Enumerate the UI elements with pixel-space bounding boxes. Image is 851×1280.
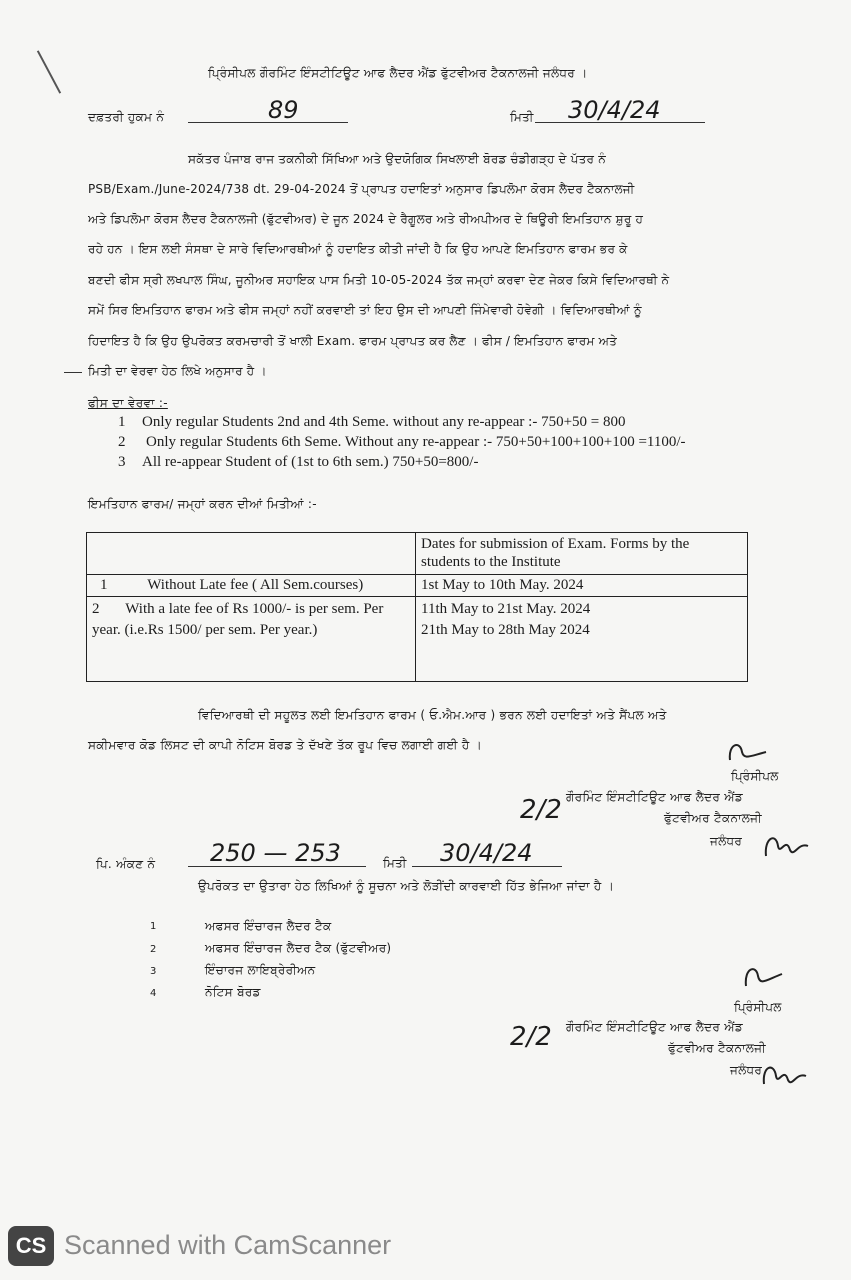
letter-date: 30/4/24 [568, 96, 661, 124]
body-line: ਸਕੱਤਰ ਪੰਜਾਬ ਰਾਜ ਤਕਨੀਕੀ ਸਿੱਖਿਆ ਅਤੇ ਉਦਯੋਗਿਕ ਸਿਖਲਾਈ ਬੋਰਡ ਚੰਡੀਗੜ੍ਹ ਦੇ ਪੱਤਰ ਨੰ [188, 152, 606, 166]
fee-heading: ਫੀਸ ਦਾ ਵੇਰਵਾ :- [88, 396, 168, 410]
signatory-title: ਪ੍ਰਿੰਸੀਪਲ [731, 769, 779, 783]
handwritten-fraction: 2/2 [520, 795, 562, 825]
recipient: ਨੋਟਿਸ ਬੋਰਡ [205, 985, 261, 999]
date-label: ਮਿਤੀ [510, 110, 534, 124]
endorsement-number: 250 — 253 [210, 839, 341, 867]
recipient-number: 2 [150, 944, 157, 955]
signature-initials [760, 828, 812, 864]
handwritten-fraction: 2/2 [510, 1022, 552, 1052]
endorsement-label: ਪਿ. ਅੰਕਣ ਨੰ [96, 857, 156, 871]
body-line: ਮਿਤੀ ਦਾ ਵੇਰਵਾ ਹੇਠ ਲਿਖੇ ਅਨੁਸਾਰ ਹੈ । [88, 364, 267, 378]
body-line: ਸਮੇਂ ਸਿਰ ਇਮਤਿਹਾਨ ਫਾਰਮ ਅਤੇ ਫੀਸ ਜਮ੍ਹਾਂ ਨਹੀਂ ਕਰਵਾਈ ਤਾਂ ਇਹ ਉਸ ਦੀ ਆਪਣੀ ਜਿੰਮੇਵਾਰੀ ਹੋਵੇਗੀ । ਵਿਦਿਆਰਥੀਆਂ ਨੂੰ [88, 303, 642, 317]
row-dates: 1st May to 10th May. 2024 [416, 575, 748, 597]
fee-item: Only regular Students 2nd and 4th Seme. without any re-appear :- 750+50 = 800 [142, 414, 626, 430]
exam-dates-table [86, 532, 748, 682]
table-row [87, 575, 748, 597]
signatory-line: ਫੁੱਟਵੀਅਰ ਟੈਕਨਾਲਜੀ [664, 811, 762, 825]
signatory-line: ਜਲੰਧਰ [710, 834, 743, 848]
endorsement-date: 30/4/24 [440, 839, 533, 867]
recipient-number: 1 [150, 921, 157, 932]
fee-item-number: 3 [118, 454, 126, 470]
row-description: With a late fee of Rs 1000/- is per sem. Per year. (i.e.Rs 1500/ per sem. Per year.) [92, 601, 384, 638]
body-line: ਰਹੇ ਹਨ । ਇਸ ਲਈ ਸੰਸਥਾ ਦੇ ਸਾਰੇ ਵਿਦਿਆਰਥੀਆਂ ਨੂੰ ਹਦਾਇਤ ਕੀਤੀ ਜਾਂਦੀ ਹੈ ਕਿ ਉਹ ਆਪਣੇ ਇਮਤਿਹਾਨ ਫਾਰਮ ਭਰ ਕੇ [88, 242, 628, 256]
recipient: ਅਫਸਰ ਇੰਚਾਰਜ ਲੈਦਰ ਟੈਕ (ਫੁੱਟਵੀਅਰ) [205, 941, 392, 955]
body-line: ਅਤੇ ਡਿਪਲੋਮਾ ਕੋਰਸ ਲੈਦਰ ਟੈਕਨਾਲਜੀ (ਫੁੱਟਵੀਅਰ) ਦੇ ਜੂਨ 2024 ਦੇ ਰੈਗੂਲਰ ਅਤੇ ਰੀਅਪੀਅਰ ਦੇ ਥਿਊਰੀ ਇਮਤਿਹਾਨ ਸ਼ੁਰੂ ਹ [88, 212, 644, 226]
letterhead-title: ਪ੍ਰਿੰਸੀਪਲ ਗੌਰਮਿੰਟ ਇੰਸਟੀਟਿਊਟ ਆਫ ਲੈਦਰ ਐਂਡ ਫੁੱਟਵੀਅਰ ਟੈਕਨਾਲਜੀ ਜਲੰਧਰ । [208, 66, 588, 80]
recipient-number: 3 [150, 966, 157, 977]
body-line: PSB/Exam./June-2024/738 dt. 29-04-2024 ਤੋਂ ਪ੍ਰਾਪਤ ਹਦਾਇਤਾਂ ਅਨੁਸਾਰ ਡਿਪਲੋਮਾ ਕੋਰਸ ਲੈਦਰ ਟੈਕਨਾਲਜੀ [88, 182, 635, 196]
pen-stroke-mark [37, 50, 61, 93]
letter-number: 89 [268, 96, 299, 124]
row-dates: 11th May to 21st May. 2024 [421, 601, 591, 617]
fee-item-number: 2 [118, 434, 126, 450]
row-number: 2 [92, 601, 100, 617]
signatory-line: ਫੁੱਟਵੀਅਰ ਟੈਕਨਾਲਜੀ [668, 1041, 766, 1055]
closing-line: ਸਕੀਮਵਾਰ ਕੋਡ ਲਿਸਟ ਦੀ ਕਾਪੀ ਨੋਟਿਸ ਬੋਰਡ ਤੇ ਦੱਖਣੇ ਤੱਕ ਰੂਪ ਵਿਚ ਲਗਾਈ ਗਈ ਹੈ । [88, 738, 483, 752]
signatory-title: ਪ੍ਰਿੰਸੀਪਲ [734, 1000, 782, 1014]
exam-dates-heading: ਇਮਤਿਹਾਨ ਫਾਰਮ/ ਜਮ੍ਹਾਂ ਕਰਨ ਦੀਆਂ ਮਿਤੀਆਂ :- [88, 497, 317, 511]
signatory-line: ਜਲੰਧਰ [730, 1063, 763, 1077]
camscanner-logo: CS [8, 1226, 54, 1266]
table-row [87, 597, 748, 682]
row-number: 1 [100, 577, 108, 593]
fee-item: All re-appear Student of (1st to 6th sem.) 750+50=800/- [142, 454, 479, 470]
row-dates: 21th May to 28th May 2024 [421, 622, 590, 638]
recipient: ਅਫਸਰ ਇੰਚਾਰਜ ਲੈਦਰ ਟੈਕ [205, 919, 332, 933]
signature-initials [758, 1058, 810, 1092]
signature-mark [742, 962, 786, 992]
endorsement-note: ਉਪਰੋਕਤ ਦਾ ਉਤਾਰਾ ਹੇਠ ਲਿਖਿਆਂ ਨੂੰ ਸੂਚਨਾ ਅਤੇ ਲੋੜੀਂਦੀ ਕਾਰਵਾਈ ਹਿੱਤ ਭੇਜਿਆ ਜਾਂਦਾ ਹੈ । [198, 879, 615, 893]
table-header-blank [87, 533, 416, 575]
fee-item-number: 1 [118, 414, 126, 430]
recipient-number: 4 [150, 988, 157, 999]
endorsement-date-label: ਮਿਤੀ [383, 856, 407, 870]
table-column-header: Dates for submission of Exam. Forms by the students to the Institute [416, 533, 748, 575]
body-line: ਬਣਦੀ ਫੀਸ ਸ੍ਰੀ ਲਖਪਾਲ ਸਿੰਘ, ਜੂਨੀਅਰ ਸਹਾਇਕ ਪਾਸ ਮਿਤੀ 10-05-2024 ਤੱਕ ਜਮ੍ਹਾਂ ਕਰਵਾ ਦੇਣ ਜੇਕਰ ਕਿਸੇ ਵਿਦਿਆਰਥੀ ਨੇ [88, 273, 670, 287]
recipient: ਇੰਚਾਰਜ ਲਾਇਬ੍ਰੇਰੀਅਨ [205, 963, 316, 977]
body-line: ਹਿਦਾਇਤ ਹੈ ਕਿ ਉਹ ਉਪਰੋਕਤ ਕਰਮਚਾਰੀ ਤੋਂ ਖਾਲੀ Exam. ਫਾਰਮ ਪ੍ਰਾਪਤ ਕਰ ਲੈਣ । ਫੀਸ / ਇਮਤਿਹਾਨ ਫਾਰਮ ਅਤੇ [88, 334, 617, 348]
closing-line: ਵਿਦਿਆਰਥੀ ਦੀ ਸਹੂਲਤ ਲਈ ਇਮਤਿਹਾਨ ਫਾਰਮ ( ਓ.ਐਮ.ਆਰ ) ਭਰਨ ਲਈ ਹਦਾਇਤਾਂ ਅਤੇ ਸੈਂਪਲ ਅਤੇ [198, 708, 667, 722]
signatory-line: ਗੌਰਮਿੰਟ ਇੰਸਟੀਟਿਊਟ ਆਫ ਲੈਦਰ ਐਂਡ [566, 1020, 743, 1034]
signatory-line: ਗੌਰਮਿੰਟ ਇੰਸਟੀਟਿਊਟ ਆਫ ਲੈਦਰ ਐਂਡ [566, 790, 743, 804]
camscanner-watermark: Scanned with CamScanner [64, 1230, 392, 1260]
signature-mark [726, 738, 770, 766]
row-description: Without Late fee ( All Sem.courses) [147, 577, 364, 593]
letter-number-label: ਦਫ਼ਤਰੀ ਹੁਕਮ ਨੰ [88, 110, 165, 124]
fee-item: Only regular Students 6th Seme. Without any re-appear :- 750+50+100+100+100 =1100/- [146, 434, 686, 450]
